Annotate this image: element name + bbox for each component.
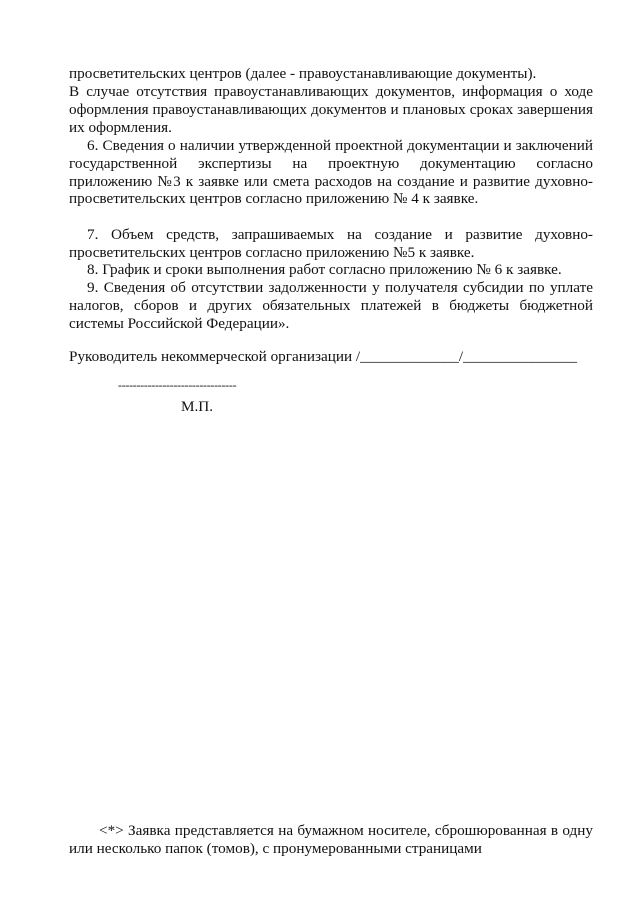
stamp-label: М.П.: [181, 398, 214, 415]
footnote: <*> Заявка представляется на бумажном носителе, сброшюрованная в одну или несколько папок (томов), с пронумерованными страницами: [69, 822, 593, 857]
signature-line: Руководитель некоммерческой организации /_____________/_______________: [69, 348, 577, 365]
paragraph-item-8: 8. График и сроки выполнения работ согласно приложению № 6 к заявке.: [87, 261, 562, 278]
paragraph-item-7: 7. Объем средств, запрашиваемых на создание и развитие духовно-просветительских центров согласно приложению №5 к заявке.: [69, 226, 593, 261]
paragraph-item-9: 9. Сведения об отсутствии задолженности у получателя субсидии по уплате налогов, сборов и других обязательных платежей в бюджеты бюджетной системы Российской Федерации».: [69, 279, 593, 332]
paragraph-item-6: 6. Сведения о наличии утвержденной проектной документации и заключений государственной экспертизы на проектную документацию согласно приложению №3 к заявке или смета расходов на создание и развитие духовно-просветительских центров согласно приложению № 4 к заявке.: [69, 137, 593, 208]
paragraph-absence-of-documents: В случае отсутствия правоустанавливающих документов, информация о ходе оформления правоустанавливающих документов и плановых сроках завершения их оформления.: [69, 83, 593, 136]
signature-dash-line: --------------------------------: [118, 378, 237, 392]
paragraph-rights-documents-continuation: просветительских центров (далее - правоустанавливающие документы).: [69, 65, 537, 82]
